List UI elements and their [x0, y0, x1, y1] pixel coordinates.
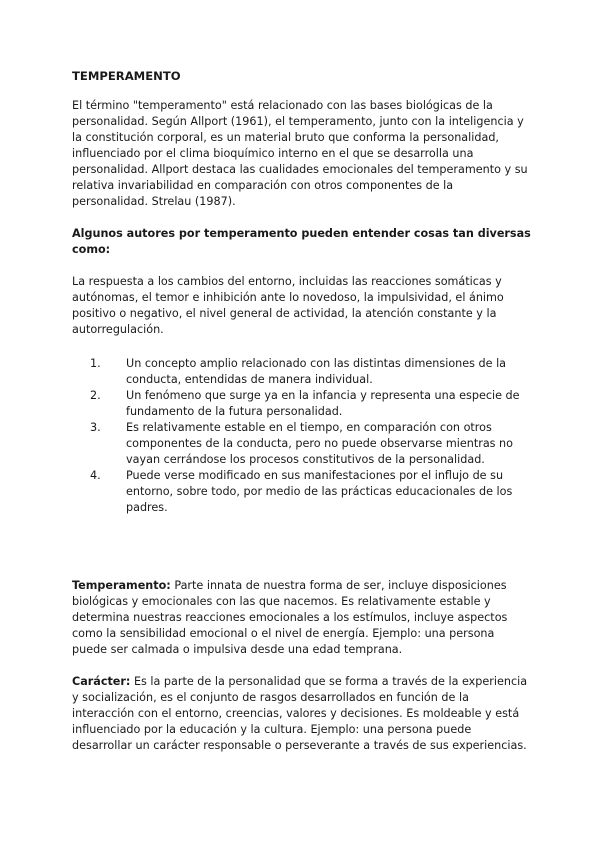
- document-page: [72, 68, 532, 770]
- list-item-text: Puede verse modificado en sus manifestaciones por el influjo de su entorno, sobre todo, por medio de las prácticas educacionales de los padres.: [126, 469, 513, 514]
- definition-temperamento: [72, 578, 532, 658]
- list-item: [90, 388, 532, 420]
- document-title: TEMPERAMENTO: [72, 69, 181, 83]
- blank-space: [72, 516, 532, 578]
- response-paragraph: La respuesta a los cambios del entorno, incluidas las reacciones somáticas y autónomas, el temor e inhibición ante lo novedoso, la impulsividad, el ánimo positivo o negativo, el nivel general de actividad, la atención constante y la autorregulación.: [72, 275, 504, 336]
- numbered-list: [72, 356, 532, 516]
- list-item-text: Un concepto amplio relacionado con las distintas dimensiones de la conducta, entendidas de manera individual.: [126, 357, 507, 386]
- list-item-number: 4.: [90, 469, 101, 482]
- list-item-number: 1.: [90, 357, 101, 370]
- definition-term: Temperamento:: [72, 579, 171, 592]
- list-item-text: Es relativamente estable en el tiempo, en comparación con otros componentes de la conducta, pero no puede observarse mientras no vayan cerrándose los procesos constitutivos de la personalidad.: [126, 421, 513, 466]
- list-item-number: 2.: [90, 389, 101, 402]
- definition-text: Parte innata de nuestra forma de ser, incluye disposiciones biológicas y emocionales con las que nacemos. Es relativamente estable y determina nuestras reacciones emocionales a los estímulos, incluye aspectos como la sensibilidad emocional o el nivel de energía. Ejemplo: una persona puede ser calmada o impulsiva desde una edad temprana.: [72, 579, 508, 656]
- definition-caracter: [72, 674, 532, 754]
- intro-paragraph: El término "temperamento" está relacionado con las bases biológicas de la personalidad. Según Allport (1961), el temperamento, junto con la inteligencia y la constitución corporal, es un material bruto que conforma la personalidad, influenciado por el clima bioquímico interno en el que se desarrolla una personalidad. Allport destaca las cualidades emocionales del temperamento y su relativa invariabilidad en comparación con otros componentes de la personalidad. Strelau (1987).: [72, 99, 528, 208]
- definition-text: Es la parte de la personalidad que se forma a través de la experiencia y socialización, es el conjunto de rasgos desarrollados en función de la interacción con el entorno, creencias, valores y decisiones. Es moldeable y está influenciado por la educación y la cultura. Ejemplo: una persona puede desarrollar un carácter responsable o perseverante a través de sus experiencias.: [72, 675, 528, 752]
- list-item-text: Un fenómeno que surge ya en la infancia y representa una especie de fundamento de la futura personalidad.: [126, 389, 520, 418]
- definition-term: Carácter:: [72, 675, 131, 688]
- list-item: [90, 420, 532, 468]
- list-item: [90, 356, 532, 388]
- section-subheading: Algunos autores por temperamento pueden entender cosas tan diversas como:: [72, 227, 531, 256]
- list-item-number: 3.: [90, 421, 101, 434]
- list-item: [90, 468, 532, 516]
